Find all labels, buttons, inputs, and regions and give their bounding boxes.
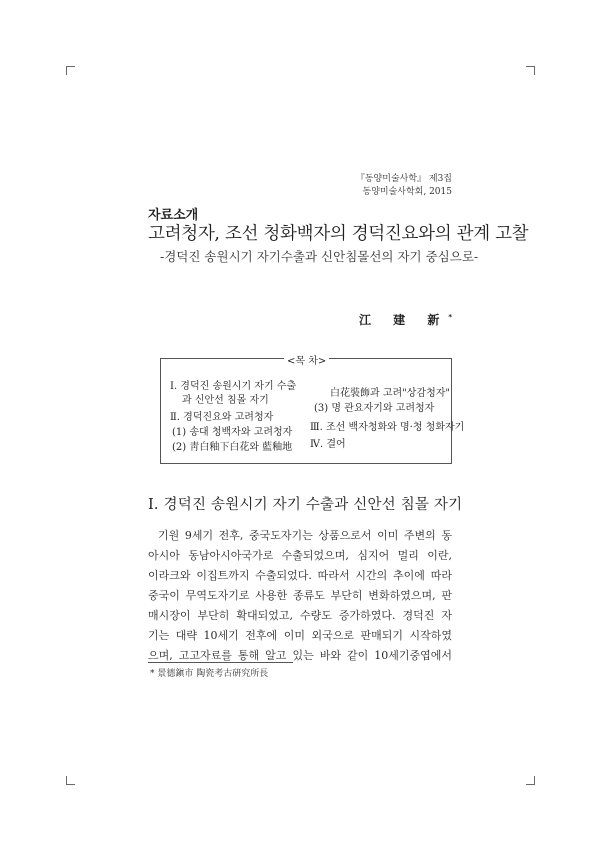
- body-text-line: 기는 대략 10세기 전후에 이미 외국으로 판매되기 시작하였: [148, 629, 452, 642]
- toc-item: (2) 靑白釉下白花와 藍釉地: [172, 442, 293, 453]
- body-text-line: 이라크와 이집트까지 수출되었다. 따라서 시간의 추이에 따라: [148, 569, 452, 582]
- toc-item: (1) 송대 청백자와 고려청자: [172, 427, 293, 438]
- body-text-line: 기원 9세기 전후, 중국도자기는 상품으로서 이미 주변의 동: [158, 529, 452, 542]
- body-text-line: 아시아 동남아시아국가로 수출되었으며, 심지어 멀리 이란,: [148, 549, 452, 562]
- crop-mark-bottom-left: [66, 776, 75, 785]
- journal-info-line1: 『동양미술사학』 제3집: [355, 174, 452, 184]
- toc-item: Ⅳ. 결어: [310, 439, 346, 450]
- toc-item: Ⅰ. 경덕진 송원시기 자기 수출: [170, 381, 297, 392]
- section-label: 자료소개: [148, 208, 199, 223]
- body-text-line: 중국이 무역도자기로 사용한 종류도 부단히 변화하였으며, 판: [148, 589, 452, 602]
- author: [359, 311, 452, 328]
- toc-item: Ⅲ. 조선 백자청화와 명·청 청화자기: [310, 422, 465, 433]
- body-text-line: 으며, 고고자료를 통해 알고 있는 바와 같이 10세기중엽에서: [148, 649, 452, 662]
- toc-item: (3) 명 관요자기와 고려청자: [314, 403, 435, 414]
- crop-mark-top-left: [66, 66, 75, 75]
- toc-heading: <목 차>: [284, 352, 329, 367]
- journal-info-line2: 동양미술사학회, 2015: [362, 187, 452, 197]
- footnote-divider: [148, 662, 293, 663]
- footnote: * 景德鎭市 陶瓷考古硏究所長: [150, 669, 269, 679]
- toc-item: Ⅱ. 경덕진요와 고려청자: [170, 412, 274, 423]
- section-heading: Ⅰ. 경덕진 송원시기 자기 수출과 신안선 침몰 자기: [148, 497, 463, 513]
- toc-item: 과 신안선 침몰 자기: [182, 395, 269, 406]
- author-name: 江 建 新: [358, 313, 449, 327]
- author-footnote-mark: *: [448, 313, 452, 321]
- crop-mark-bottom-right: [526, 776, 535, 785]
- paper-subtitle: -경덕진 송원시기 자기수출과 신안침몰선의 자기 중심으로-: [160, 249, 479, 264]
- crop-mark-top-right: [526, 66, 535, 75]
- toc-item: 白花裝飾과 고려"상감청자": [330, 388, 450, 399]
- paper-title: 고려청자, 조선 청화백자의 경덕진요와의 관계 고찰: [148, 224, 529, 244]
- body-text-line: 매시장이 부단히 확대되었고, 수량도 증가하였다. 경덕진 자: [148, 609, 452, 622]
